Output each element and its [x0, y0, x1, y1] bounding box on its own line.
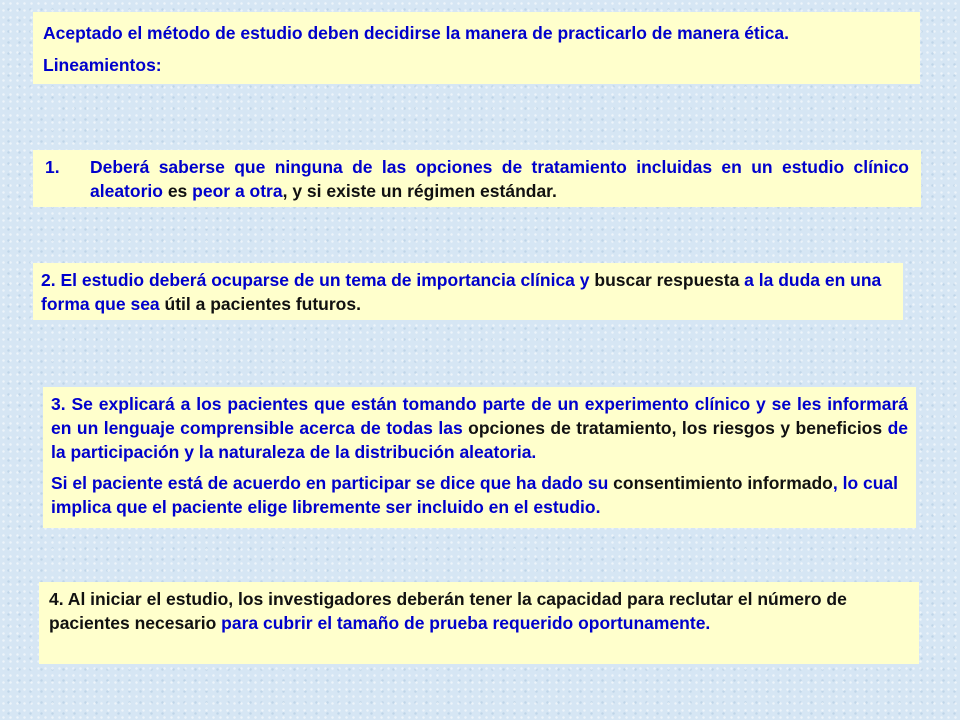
guideline-4-text — [49, 587, 909, 635]
guideline-2-text-a: 2. El estudio deberá ocuparse de un tema de importancia clínica y — [41, 270, 595, 290]
guideline-1-text-d: , y si existe un régimen estándar. — [282, 181, 557, 201]
guideline-3-p1-b: opciones de tratamiento, los riesgos y beneficios — [468, 418, 883, 438]
guideline-3-p1-a: 3. Se explicará a los pacientes que están tomando parte de un experimento clínico y se les informará en un lenguaje comprensible acerca de todas las — [51, 394, 908, 438]
guideline-2-text-d: útil a pacientes futuros. — [164, 294, 361, 314]
guideline-3-p2-b: consentimiento informado — [613, 473, 833, 493]
guideline-1-text-b: es — [162, 181, 193, 201]
guideline-3-p1-c: de la participación y la naturaleza de la distribución aleatoria. — [51, 418, 908, 462]
guideline-1-text — [90, 155, 909, 203]
guideline-3-p2-c: , lo cual implica que el paciente elige libremente ser incluido en el estudio. — [51, 473, 899, 517]
guideline-2-box — [33, 263, 903, 320]
guideline-2-text — [41, 268, 895, 316]
intro-text: Aceptado el método de estudio deben decidirse la manera de practicarlo de manera ética. — [43, 23, 789, 43]
guideline-4-box — [39, 582, 919, 664]
guideline-2-text-b: buscar respuesta — [594, 270, 740, 290]
guideline-4-text-a: 4. Al iniciar el estudio, los investigadores deberán tener la capacidad para reclutar el número de pacientes necesario — [49, 589, 847, 633]
guideline-1-text-a: Deberá saberse que ninguna de las opciones de tratamiento incluidas en un estudio clínico aleatorio — [90, 157, 909, 201]
intro-box — [33, 12, 920, 84]
guideline-4-text-b: para cubrir el tamaño de prueba requerido oportunamente. — [216, 613, 711, 633]
guideline-1-box — [33, 150, 921, 207]
guideline-1-text-c: peor a otra — [192, 181, 283, 201]
guideline-3-box — [43, 387, 916, 528]
guideline-3-paragraph-1 — [51, 392, 908, 464]
guideline-1-number: 1. — [45, 157, 60, 177]
guidelines-heading: Lineamientos: — [43, 55, 162, 75]
guideline-3-paragraph-2 — [51, 471, 908, 519]
guideline-2-text-c: a la duda en una forma que sea — [41, 270, 882, 314]
guideline-3-p2-a: Si el paciente está de acuerdo en participar se dice que ha dado su — [51, 473, 614, 493]
